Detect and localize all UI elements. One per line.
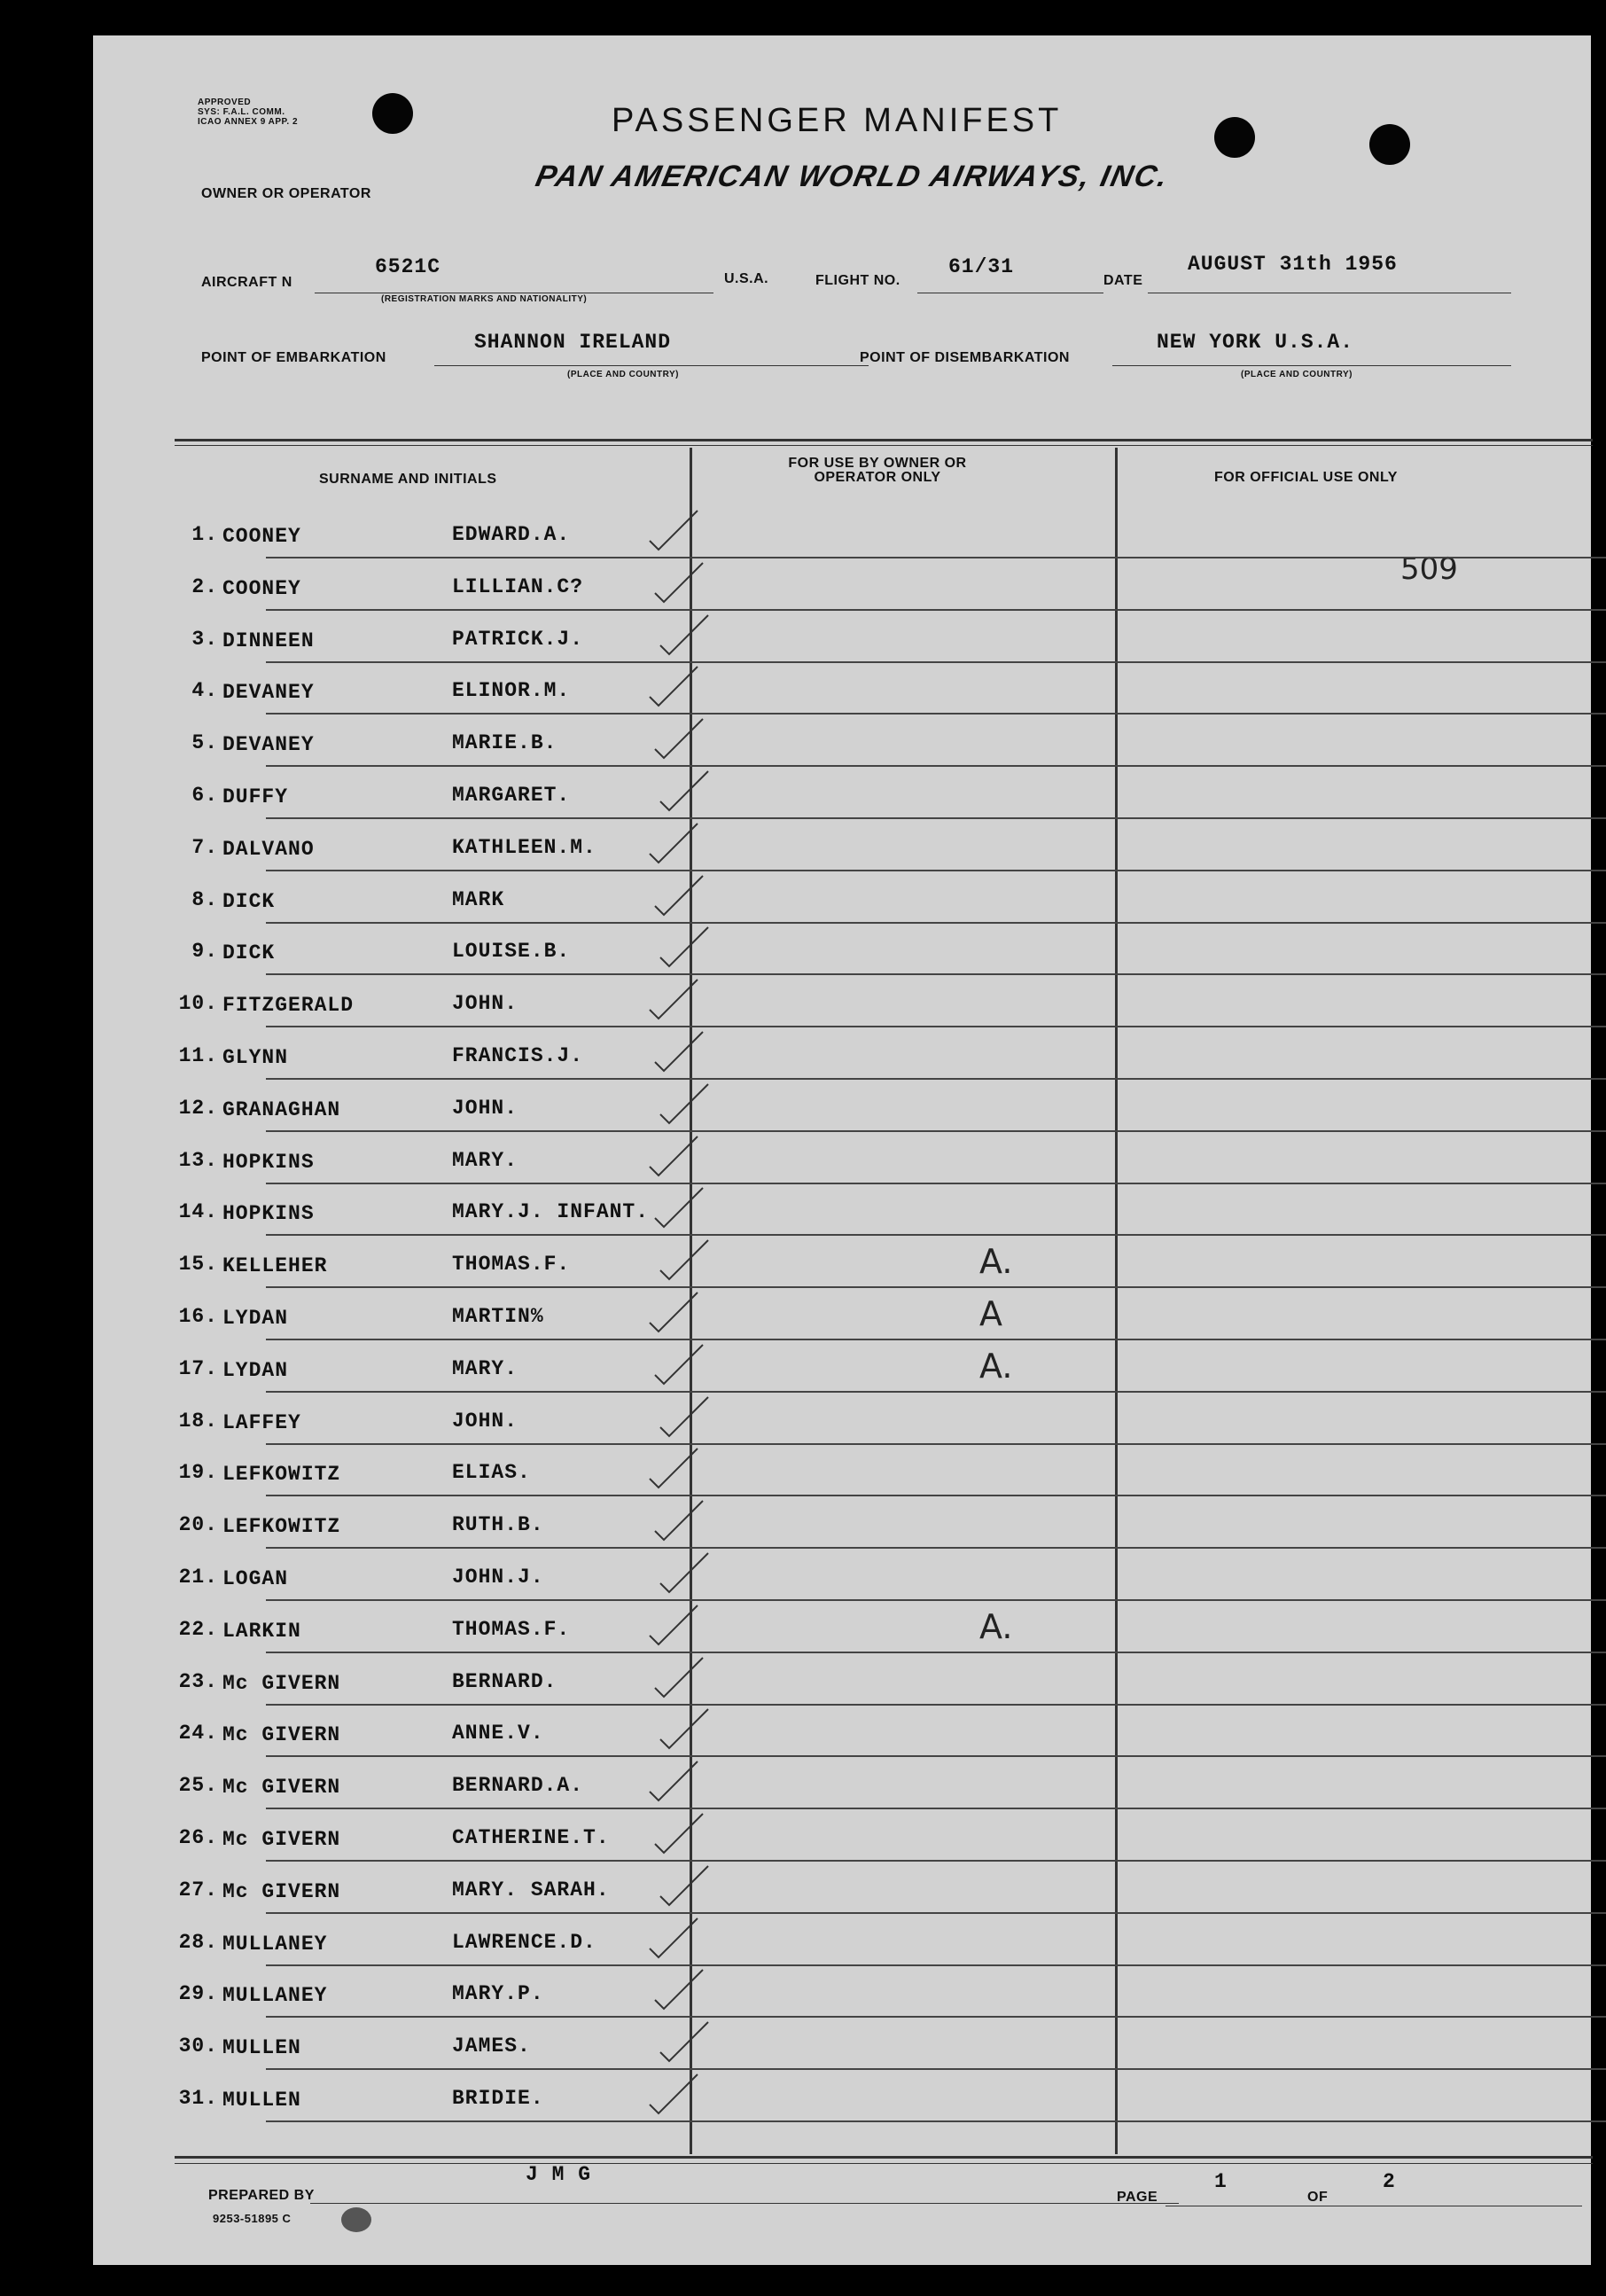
check-mark-icon [648,871,710,919]
date-label: DATE [1103,273,1143,288]
check-mark-icon [653,1392,715,1441]
row-number: 29. [178,1982,218,2006]
handwritten-mark: A [979,1294,1002,1333]
passenger-surname: HOPKINS [222,1150,315,1174]
passenger-given-name: MARY.J. INFANT. [452,1200,650,1224]
passenger-given-name: MARY. [452,1148,518,1172]
passenger-surname: DEVANEY [222,733,315,757]
prepared-value: J M G [526,2163,592,2186]
passenger-surname: LAFFEY [222,1410,301,1434]
handwritten-mark: A. [979,1346,1013,1386]
row-number: 16. [178,1305,218,1328]
check-mark-icon [643,974,705,1023]
flight-label: FLIGHT NO. [815,273,900,288]
passenger-surname: COONEY [222,576,301,600]
passenger-surname: Mc GIVERN [222,1776,341,1800]
passenger-given-name: MARY. [452,1356,518,1380]
row-number: 21. [178,1566,218,1589]
check-mark-icon [643,2069,705,2118]
check-mark-icon [648,1808,710,1857]
passenger-surname: LYDAN [222,1307,289,1330]
of-label: OF [1307,2190,1329,2205]
column-header-owner: FOR USE BY OWNER OR OPERATOR ONLY [788,456,967,485]
row-number: 15. [178,1253,218,1277]
passenger-surname: Mc GIVERN [222,1671,341,1695]
page-value: 1 [1214,2170,1228,2193]
check-mark-icon [653,2017,715,2066]
punch-hole-icon [1369,124,1410,165]
passenger-surname: MULLANEY [222,1932,328,1956]
check-mark-icon [653,1235,715,1284]
passenger-given-name: JOHN. [452,1409,518,1433]
check-mark-icon [653,1861,715,1909]
check-mark-icon [643,1287,705,1336]
row-number: 28. [178,1930,218,1954]
passenger-given-name: ELINOR.M. [452,679,571,703]
registration-note: (REGISTRATION MARKS AND NATIONALITY) [381,294,588,304]
check-mark-icon [653,1079,715,1128]
passenger-given-name: ANNE.V. [452,1722,544,1745]
prepared-label: PREPARED BY [208,2188,315,2203]
date-value: AUGUST 31th 1956 [1188,253,1398,276]
passenger-surname: FITZGERALD [222,994,355,1018]
check-mark-icon [653,1704,715,1753]
row-number: 17. [178,1356,218,1380]
check-mark-icon [653,922,715,971]
passenger-given-name: LAWRENCE.D. [452,1930,596,1954]
passenger-surname: MULLANEY [222,1984,328,2008]
check-mark-icon [648,1339,710,1388]
row-number: 6. [191,784,218,807]
check-mark-icon [648,1964,710,2013]
handwritten-mark: A. [979,1242,1013,1282]
passenger-surname: LOGAN [222,1567,289,1590]
passenger-surname: LARKIN [222,1619,301,1643]
passenger-surname: GLYNN [222,1046,289,1069]
passenger-surname: MULLEN [222,2036,301,2060]
passenger-given-name: EDWARD.A. [452,523,571,546]
passenger-given-name: BRIDIE. [452,2087,544,2110]
row-number: 7. [191,835,218,859]
passenger-given-name: JOHN. [452,1096,518,1120]
passenger-surname: LEFKOWITZ [222,1463,341,1487]
row-number: 13. [178,1148,218,1172]
row-number: 26. [178,1826,218,1849]
row-number: 9. [191,940,218,964]
passenger-surname: COONEY [222,525,301,548]
row-number: 2. [191,574,218,598]
check-mark-icon [648,1027,710,1075]
embark-label: POINT OF EMBARKATION [201,350,386,365]
passenger-given-name: LOUISE.B. [452,940,571,964]
row-number: 12. [178,1096,218,1120]
form-code: 9253-51895 C [213,2212,292,2225]
approval-note: APPROVED SYS: F.A.L. COMM. ICAO ANNEX 9 APP. 2 [198,98,299,127]
owner-label: OWNER OR OPERATOR [201,186,371,201]
check-mark-icon [643,505,705,554]
place-note: (PLACE AND COUNTRY) [1241,370,1353,379]
passenger-surname: LEFKOWITZ [222,1515,341,1539]
check-mark-icon [643,1756,705,1805]
check-mark-icon [653,610,715,659]
passenger-surname: Mc GIVERN [222,1828,341,1851]
row-number: 8. [191,887,218,911]
passenger-surname: DALVANO [222,837,315,861]
aircraft-label: AIRCRAFT N [201,275,292,290]
check-mark-icon [648,1652,710,1701]
row-number: 10. [178,992,218,1016]
check-mark-icon [643,818,705,867]
row-number: 31. [178,2087,218,2110]
place-note: (PLACE AND COUNTRY) [567,370,679,379]
passenger-given-name: BERNARD.A. [452,1774,584,1798]
row-number: 18. [178,1409,218,1433]
passenger-given-name: PATRICK.J. [452,627,584,651]
column-header-surname: SURNAME AND INITIALS [319,472,497,487]
column-header-official: FOR OFFICIAL USE ONLY [1214,470,1398,485]
passenger-surname: DICK [222,941,276,965]
passenger-given-name: LILLIAN.C? [452,574,584,598]
flight-value: 61/31 [948,255,1015,278]
row-number: 30. [178,2034,218,2058]
row-number: 11. [178,1044,218,1067]
passenger-given-name: KATHLEEN.M. [452,835,596,859]
row-number: 20. [178,1513,218,1537]
row-number: 3. [191,627,218,651]
check-mark-icon [643,1443,705,1492]
punch-hole-icon [1214,117,1255,158]
union-label-icon [341,2207,371,2232]
manifest-sheet [93,35,1591,2265]
passenger-surname: DUFFY [222,785,289,808]
passenger-given-name: FRANCIS.J. [452,1044,584,1067]
check-mark-icon [648,1183,710,1231]
passenger-given-name: JOHN.J. [452,1566,544,1589]
passenger-given-name: CATHERINE.T. [452,1826,610,1849]
passenger-given-name: RUTH.B. [452,1513,544,1537]
row-number: 1. [191,523,218,546]
check-mark-icon [653,766,715,815]
passenger-surname: Mc GIVERN [222,1723,341,1747]
check-mark-icon [648,1496,710,1544]
passenger-surname: MULLEN [222,2089,301,2112]
passenger-given-name: MARY.P. [452,1982,544,2006]
passenger-surname: GRANAGHAN [222,1097,341,1121]
passenger-given-name: MARIE.B. [452,731,557,755]
check-mark-icon [653,1548,715,1597]
check-mark-icon [643,1131,705,1180]
passenger-given-name: MARGARET. [452,784,571,807]
usa-label: U.S.A. [724,271,769,286]
row-number: 25. [178,1774,218,1798]
passenger-surname: DINNEEN [222,629,315,652]
row-number: 5. [191,731,218,755]
disembark-label: POINT OF DISEMBARKATION [860,350,1070,365]
row-number: 27. [178,1878,218,1902]
embark-value: SHANNON IRELAND [474,331,672,354]
passenger-surname: DEVANEY [222,681,315,705]
passenger-given-name: JOHN. [452,992,518,1016]
passenger-surname: LYDAN [222,1358,289,1382]
check-mark-icon [648,558,710,606]
disembark-value: NEW YORK U.S.A. [1157,331,1354,354]
passenger-given-name: MARK [452,887,505,911]
handwritten-mark: A. [979,1606,1013,1646]
row-number: 19. [178,1461,218,1485]
passenger-given-name: MARTIN% [452,1305,544,1328]
passenger-surname: Mc GIVERN [222,1879,341,1903]
passenger-given-name: THOMAS.F. [452,1253,571,1277]
passenger-given-name: ELIAS. [452,1461,531,1485]
check-mark-icon [643,1600,705,1649]
row-number: 23. [178,1669,218,1693]
passenger-given-name: BERNARD. [452,1669,557,1693]
row-number: 24. [178,1722,218,1745]
page-title: PASSENGER MANIFEST [612,102,1063,139]
passenger-given-name: JAMES. [452,2034,531,2058]
official-number: 509 [1400,551,1458,587]
of-value: 2 [1383,2170,1396,2193]
aircraft-value: 6521C [375,255,441,278]
punch-hole-icon [372,93,413,134]
row-number: 4. [191,679,218,703]
check-mark-icon [643,1913,705,1962]
passenger-surname: HOPKINS [222,1202,315,1226]
passenger-given-name: MARY. SARAH. [452,1878,610,1902]
check-mark-icon [648,714,710,762]
passenger-given-name: THOMAS.F. [452,1617,571,1641]
passenger-surname: KELLEHER [222,1254,328,1278]
row-number: 14. [178,1200,218,1224]
row-number: 22. [178,1617,218,1641]
passenger-surname: DICK [222,889,276,913]
page-label: PAGE [1117,2190,1158,2205]
check-mark-icon [643,661,705,710]
company-name: PAN AMERICAN WORLD AIRWAYS, INC. [533,160,1173,193]
